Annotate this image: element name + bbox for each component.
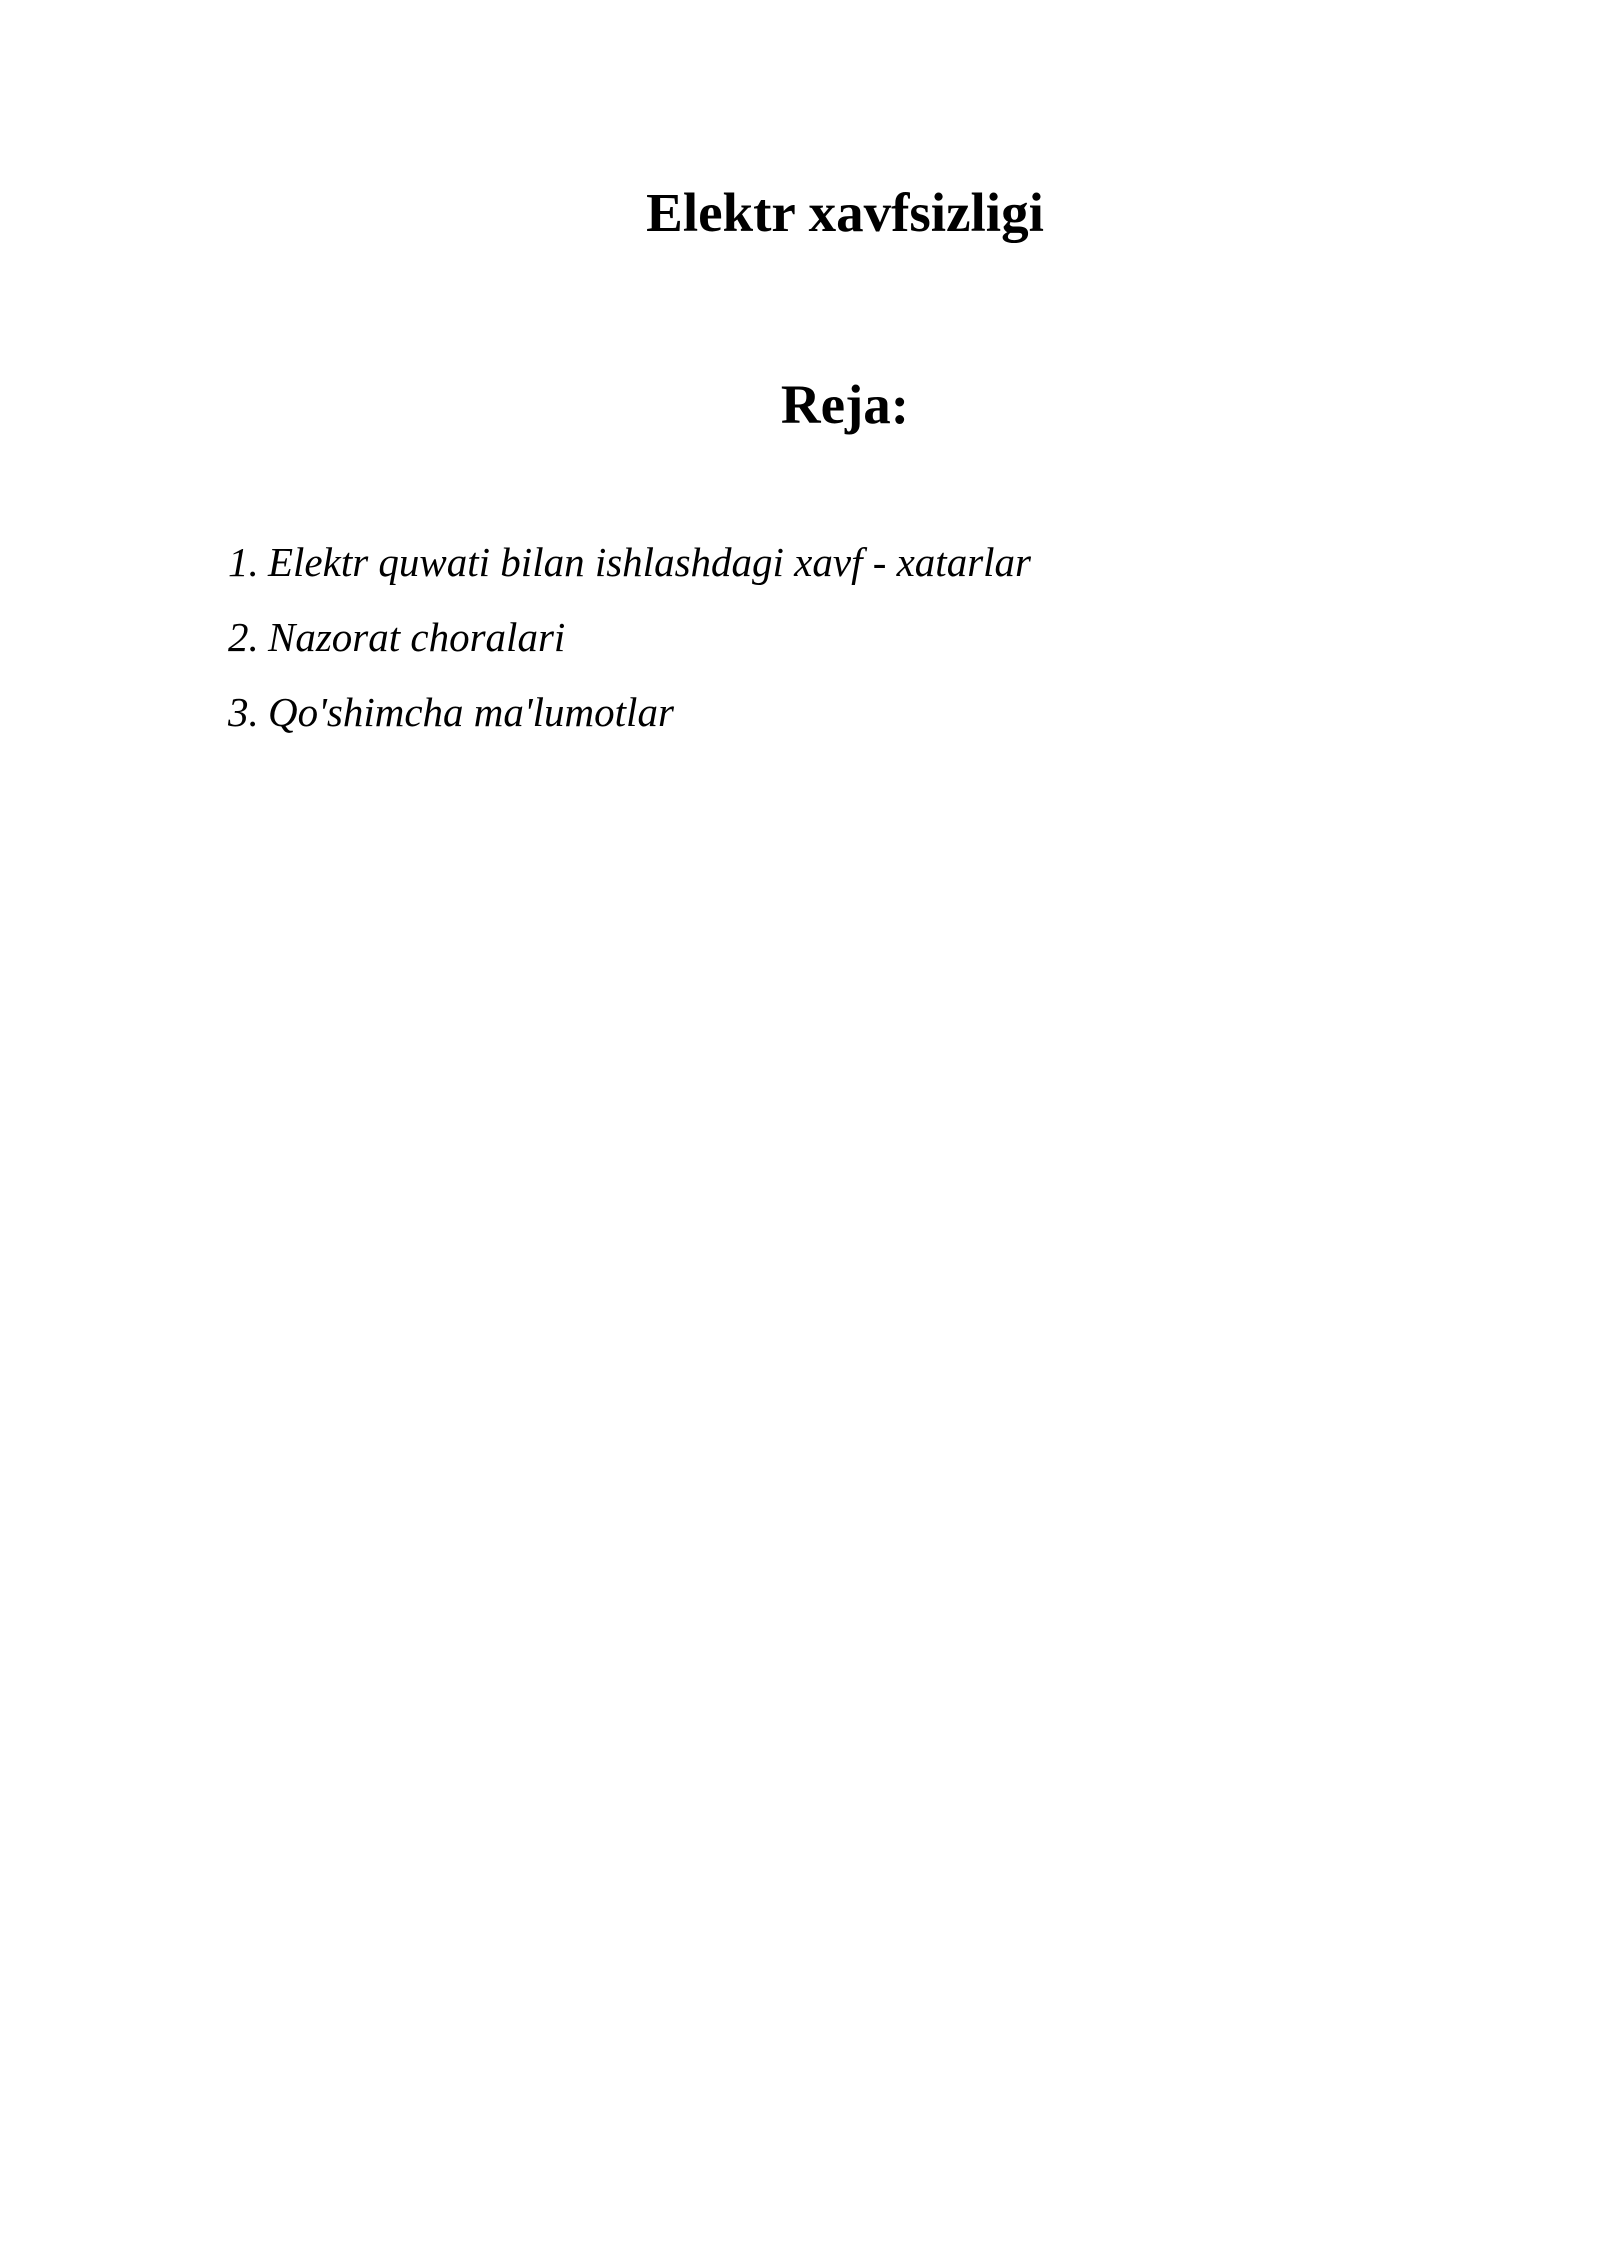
list-item	[228, 600, 1031, 675]
list-item	[228, 675, 1031, 750]
list-item-text: Nazorat choralari	[268, 614, 566, 660]
document-title: Elektr xavfsizligi	[646, 182, 1044, 243]
plan-list	[228, 525, 1031, 750]
list-item-number: 3.	[228, 689, 259, 735]
list-item-text: Qo'shimcha ma'lumotlar	[268, 689, 674, 735]
list-item-number: 2.	[228, 614, 259, 660]
list-item	[228, 525, 1031, 600]
plan-heading: Reja:	[780, 374, 910, 435]
list-item-number: 1.	[228, 539, 259, 585]
list-item-text: Elektr quwati bilan ishlashdagi xavf - xatarlar	[268, 539, 1032, 585]
